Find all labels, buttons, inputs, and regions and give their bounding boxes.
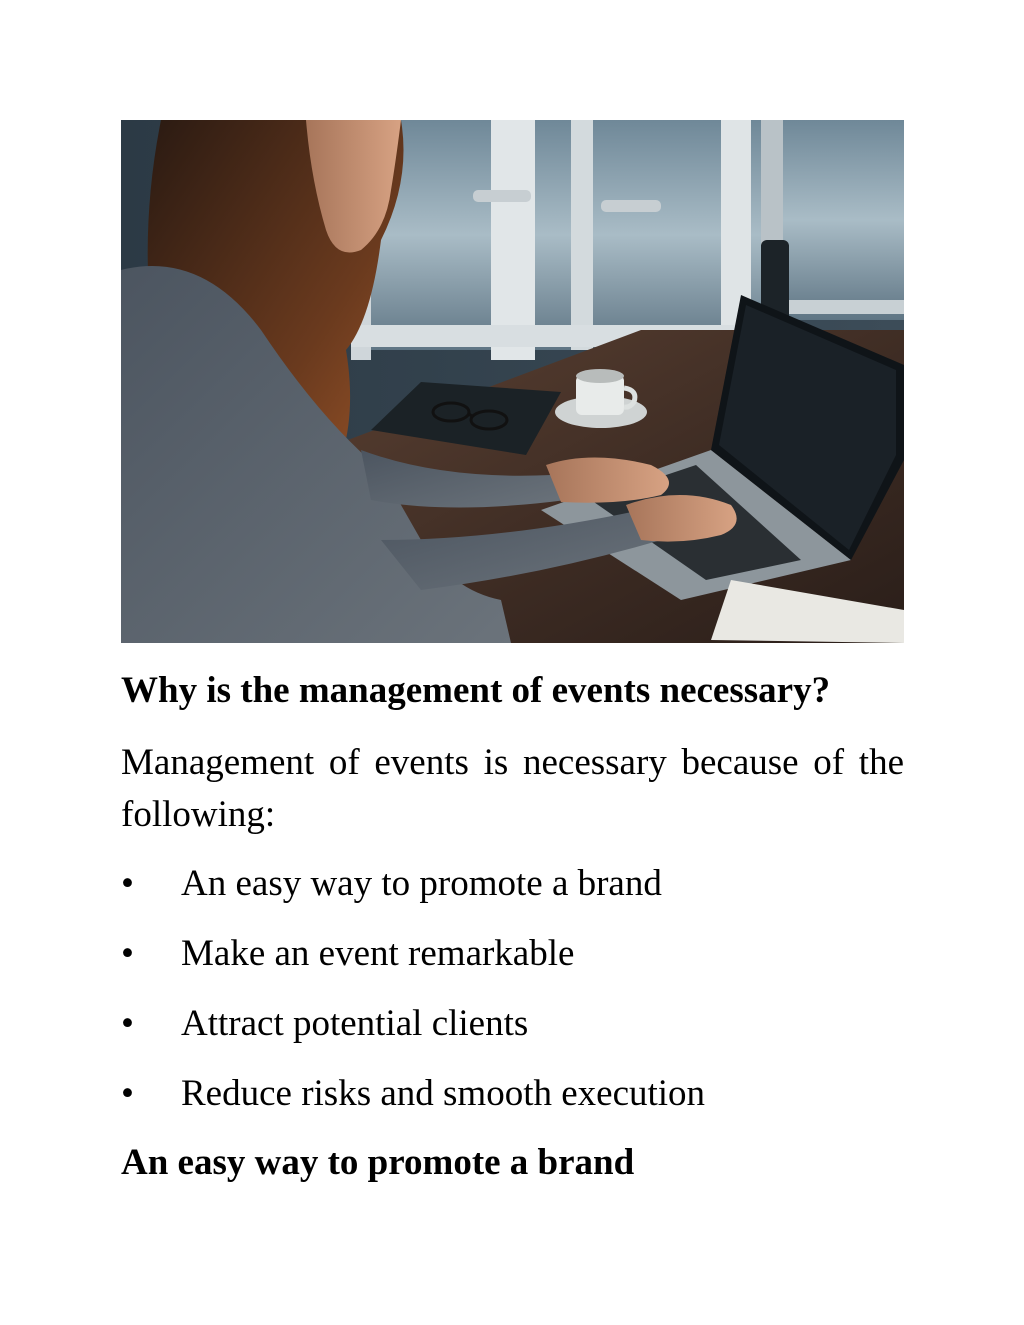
bullet-icon: • <box>121 1003 134 1044</box>
section-heading-why: Why is the management of events necessary? <box>121 670 831 711</box>
bullet-icon: • <box>121 863 134 904</box>
bullet-icon: • <box>121 933 134 974</box>
list-item-text: An easy way to promote a brand <box>181 863 662 904</box>
reasons-list <box>121 862 904 1142</box>
woman-laptop-photo <box>121 120 904 643</box>
list-item-text: Reduce risks and smooth execution <box>181 1073 706 1114</box>
list-item <box>121 1002 904 1072</box>
list-item-text: Make an event remarkable <box>181 933 575 974</box>
bullet-icon: • <box>121 1073 134 1114</box>
list-item-text: Attract potential clients <box>181 1003 529 1044</box>
list-item <box>121 862 904 932</box>
list-item <box>121 1072 904 1142</box>
section-heading-promote-brand: An easy way to promote a brand <box>121 1142 635 1183</box>
intro-paragraph: Management of events is necessary because of the following: <box>121 742 904 835</box>
list-item <box>121 932 904 1002</box>
